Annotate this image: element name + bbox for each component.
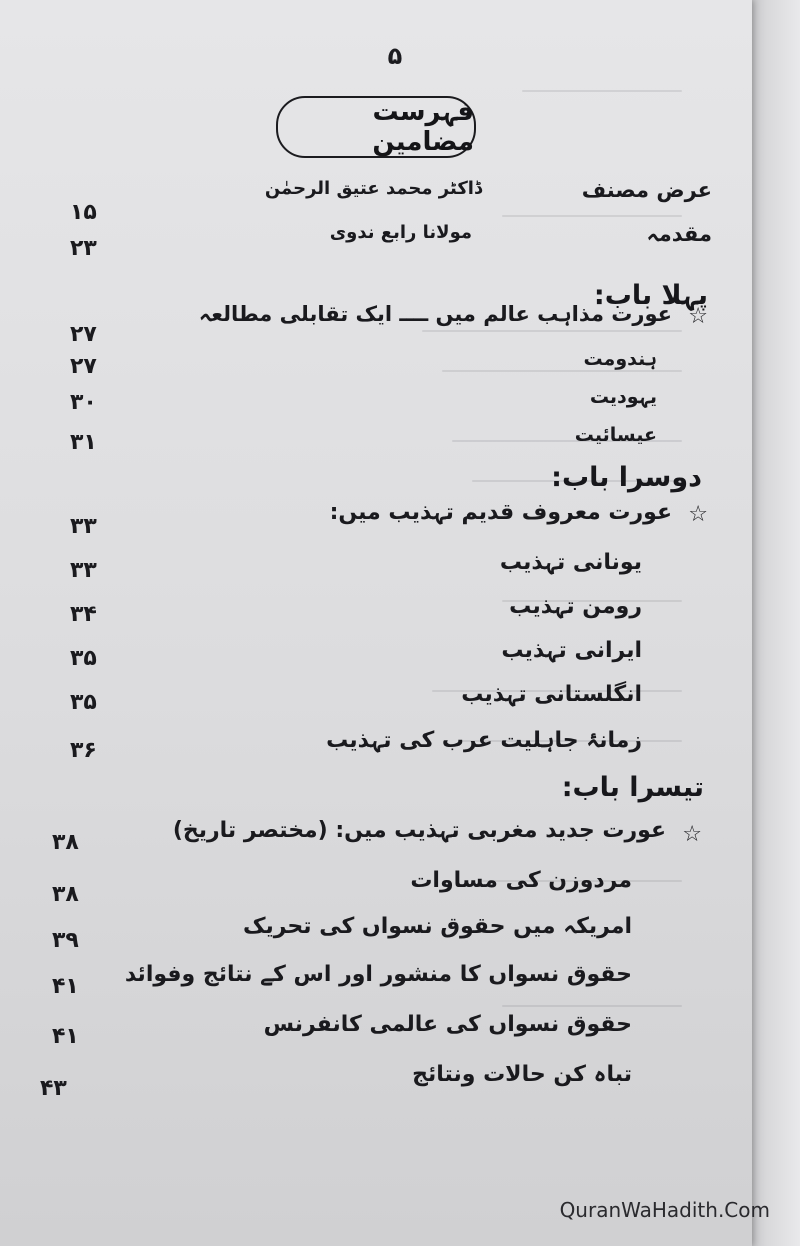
toc-page-number: ۳۵ xyxy=(70,646,97,671)
toc-page-number: ۳۳ xyxy=(70,514,97,539)
toc-entry-label: عرض مصنف xyxy=(581,178,712,202)
chapter-heading: پہلا باب: xyxy=(593,280,708,311)
page-number: ۵ xyxy=(387,42,403,70)
chapter-heading: تیسرا باب: xyxy=(561,772,704,803)
toc-entry[interactable] xyxy=(0,1062,752,1102)
toc-page-number: ۳۸ xyxy=(52,882,79,907)
toc-page-number: ۳۹ xyxy=(52,928,79,953)
toc-entry-label: حقوق نسواں کی عالمی کانفرنس xyxy=(263,1012,632,1037)
title-frame xyxy=(276,96,476,158)
toc-entry[interactable] xyxy=(0,638,752,678)
toc-entry[interactable] xyxy=(0,348,752,388)
book-spine xyxy=(744,0,800,1246)
toc-page-number: ۳۸ xyxy=(52,830,79,855)
toc-page-number: ۳۶ xyxy=(70,738,97,763)
toc-entry-author: ڈاکٹر محمد عتیق الرحمٰن xyxy=(264,178,482,199)
page-title: فہرست مضامین xyxy=(372,97,474,157)
toc-entry[interactable] xyxy=(0,682,752,722)
toc-page-number: ۳۴ xyxy=(70,602,97,627)
toc-entry-label: عیسائیت xyxy=(574,424,657,446)
toc-entry-label: ہندومت xyxy=(583,348,657,370)
toc-page-number: ۱۵ xyxy=(70,200,97,225)
toc-entry[interactable] xyxy=(0,386,752,426)
toc-entry-label: عورت مذاہب عالم میں ــــ ایک تقابلی مطالعہ xyxy=(198,302,672,326)
toc-entry[interactable] xyxy=(0,818,752,858)
toc-page-number: ۲۷ xyxy=(70,354,97,379)
toc-entry-label: یونانی تہذیب xyxy=(499,550,642,575)
toc-page-number: ۳۰ xyxy=(70,390,97,415)
toc-entry[interactable] xyxy=(0,222,752,262)
toc-page-number: ۴۱ xyxy=(52,1024,79,1049)
toc-entry[interactable] xyxy=(0,728,752,768)
toc-page-number: ۲۷ xyxy=(70,322,97,347)
star-outline-icon: ☆ xyxy=(688,502,708,527)
toc-entry[interactable] xyxy=(0,178,752,225)
toc-entry[interactable] xyxy=(0,500,752,540)
toc-entry[interactable] xyxy=(0,1012,752,1052)
toc-entry-label: عورت جدید مغربی تہذیب میں: (مختصر تاریخ) xyxy=(172,818,666,843)
bleed-through-text xyxy=(502,1005,682,1007)
toc-entry[interactable] xyxy=(0,962,752,1002)
toc-entry-label: ایرانی تہذیب xyxy=(501,638,642,663)
star-outline-icon: ☆ xyxy=(682,822,702,847)
toc-entry-label: یہودیت xyxy=(589,386,657,408)
toc-entry-label: زمانۂ جاہلیت عرب کی تہذیب xyxy=(326,728,642,753)
toc-entry[interactable] xyxy=(0,914,752,954)
toc-entry-label: انگلستانی تہذیب xyxy=(461,682,642,707)
toc-page-number: ۴۳ xyxy=(40,1076,67,1101)
toc-entry[interactable] xyxy=(0,594,752,634)
toc-page-number: ۲۳ xyxy=(70,236,97,261)
toc-entry-label: مقدمہ xyxy=(646,222,712,246)
toc-page-number: ۳۵ xyxy=(70,690,97,715)
bleed-through-text xyxy=(522,90,682,92)
site-watermark: QuranWaHadith.Com xyxy=(559,1198,770,1222)
toc-entry-label: تباہ کن حالات ونتائج xyxy=(412,1062,632,1087)
toc-entry-label: رومن تہذیب xyxy=(509,594,642,619)
toc-entry-label: مردوزن کی مساوات xyxy=(410,868,632,893)
toc-entry-label: امریکہ میں حقوق نسواں کی تحریک xyxy=(242,914,632,939)
toc-entry-author: مولانا رابع ندوی xyxy=(329,222,472,243)
toc-entry[interactable] xyxy=(0,424,752,464)
star-outline-icon: ☆ xyxy=(688,304,708,329)
chapter-heading: دوسرا باب: xyxy=(551,462,702,493)
toc-page-number: ۳۱ xyxy=(70,430,97,455)
toc-entry[interactable] xyxy=(0,550,752,590)
toc-entry-label: حقوق نسواں کا منشور اور اس کے نتائج وفوائد xyxy=(124,962,632,987)
toc-page-number: ۳۳ xyxy=(70,558,97,583)
toc-entry-label: عورت معروف قدیم تہذیب میں: xyxy=(329,500,672,525)
toc-page-number: ۴۱ xyxy=(52,974,79,999)
toc-entry[interactable] xyxy=(0,302,752,347)
toc-entry[interactable] xyxy=(0,868,752,908)
